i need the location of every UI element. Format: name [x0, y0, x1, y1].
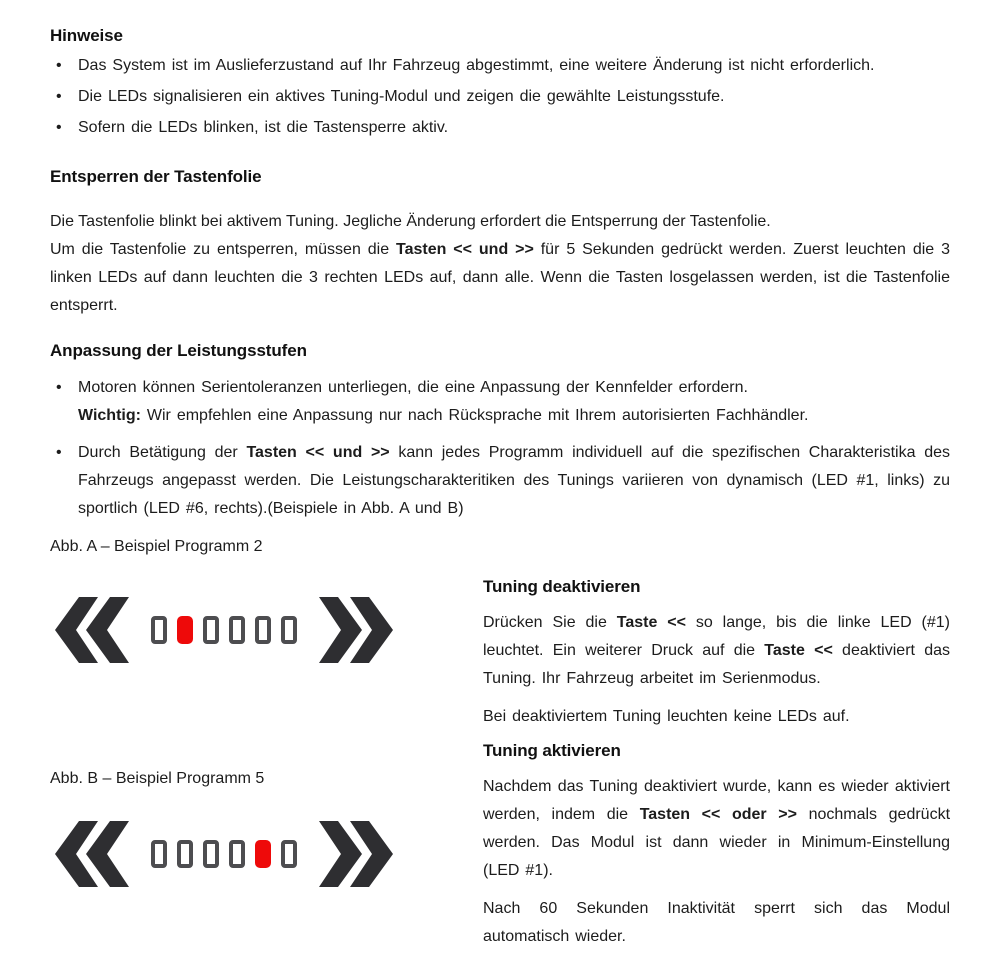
section-tuning-aktivieren — [483, 741, 950, 951]
section-anpassung — [50, 341, 950, 523]
section-title-deaktivieren: Tuning deaktivieren — [483, 577, 641, 596]
chevron-double-right-icon — [319, 821, 393, 887]
led-indicator-2-active — [177, 616, 193, 644]
section-tuning-deaktivieren — [483, 577, 950, 731]
anpassung-bullet-1 — [50, 374, 950, 430]
led-indicator-5-active — [255, 840, 271, 868]
bold-text-run: Taste << — [616, 614, 686, 631]
text-run: Motoren können Serientoleranzen unterliegen, die eine Anpassung der Kennfelder erfordern. — [78, 379, 748, 396]
text-run: Nachdem das Tuning deaktiviert wurde, kann es wieder aktiviert werden, indem die — [483, 778, 950, 823]
led-indicator-3 — [203, 840, 219, 868]
text-run: deaktiviert das Tuning. Ihr Fahrzeug arbeitet im Serienmodus. — [483, 642, 950, 687]
hinweise-bullet-list — [50, 53, 950, 141]
hinweise-bullet-3: • Sofern die LEDs blinken, ist die Tastensperre aktiv. — [50, 115, 950, 141]
section-title-hinweise: Hinweise — [50, 26, 123, 45]
instructions-column — [483, 537, 950, 961]
figure-a-led-display — [55, 597, 393, 663]
led-indicator-3 — [203, 616, 219, 644]
hinweise-bullet-2: • Die LEDs signalisieren ein aktives Tuning-Modul und zeigen die gewählte Leistungsstufe. — [50, 84, 950, 110]
led-indicator-4 — [229, 840, 245, 868]
chevron-double-left-icon — [55, 821, 129, 887]
led-indicator-4 — [229, 616, 245, 644]
text-run: Wir empfehlen eine Anpassung nur nach Rücksprache mit Ihrem autorisierten Fachhändler. — [140, 407, 809, 424]
anpassung-bullet-list — [50, 374, 950, 523]
led-indicator-6 — [281, 616, 297, 644]
led-indicator-1 — [151, 840, 167, 868]
led-indicator-2 — [177, 840, 193, 868]
text-run: Durch Betätigung der — [78, 444, 247, 461]
led-indicator-6 — [281, 840, 297, 868]
figure-b-caption: Abb. B – Beispiel Programm 5 — [50, 770, 265, 787]
text-run: nochmals gedrückt werden. Das Modul ist dann wieder in Minimum-Einstellung (LED #1). — [483, 806, 951, 879]
text-run: Um die Tastenfolie zu entsperren, müssen die — [50, 241, 397, 258]
section-hinweise — [50, 26, 950, 141]
figures-and-instructions — [50, 537, 950, 961]
figure-a-caption: Abb. A – Beispiel Programm 2 — [50, 538, 263, 555]
hinweise-bullet-1: • Das System ist im Auslieferzustand auf Ihr Fahrzeug abgestimmt, eine weitere Änderung ist nicht erforderlich. — [50, 53, 950, 79]
text-run: so lange, bis die linke LED (#1) leuchtet. Ein weiterer Druck auf die — [483, 614, 951, 659]
section-title-entsperren: Entsperren der Tastenfolie — [50, 167, 262, 186]
text-run: kann jedes Programm individuell auf die spezifischen Charakteristika des Fahrzeugs angepasst werden. Die Leistungscharakteritiken des Tunings variieren von dynamisch (LED #1, links) zu sportlich (LED #6, rechts).(Beispiele in Abb. A und B) — [78, 444, 951, 517]
chevron-double-left-icon — [55, 597, 129, 663]
section-entsperren — [50, 167, 950, 320]
led-indicator-5 — [255, 616, 271, 644]
figure-b-led-row — [151, 840, 297, 868]
anpassung-bullet-2 — [50, 439, 950, 523]
led-indicator-1 — [151, 616, 167, 644]
entsperren-line-2 — [50, 236, 950, 320]
chevron-double-right-icon — [319, 597, 393, 663]
text-run: für 5 Sekunden gedrückt werden. Zuerst leuchten die 3 linken LEDs auf dann leuchten die 3 rechten LEDs auf, dann alle. Wenn die Tasten losgelassen werden, ist die Tastenfolie entsperrt. — [50, 241, 951, 314]
bold-text-run: Taste << — [764, 642, 833, 659]
deaktivieren-paragraph-1 — [483, 609, 950, 693]
bold-text-run: Tasten << und >> — [246, 444, 390, 461]
deaktivieren-paragraph-2: Bei deaktiviertem Tuning leuchten keine LEDs auf. — [483, 708, 850, 725]
section-title-aktivieren: Tuning aktivieren — [483, 741, 621, 760]
figure-b-led-display — [55, 821, 393, 887]
aktivieren-paragraph-1 — [483, 773, 950, 885]
entsperren-paragraph — [50, 208, 950, 320]
text-run: Drücken Sie die — [483, 614, 617, 631]
figure-a-led-row — [151, 616, 297, 644]
aktivieren-paragraph-2: Nach 60 Sekunden Inaktivität sperrt sich das Modul automatisch wieder. — [483, 900, 950, 945]
figures-column — [50, 537, 483, 961]
bold-text-run: Tasten << und >> — [396, 241, 534, 258]
bold-text-run: Tasten << oder >> — [639, 806, 797, 823]
section-title-anpassung: Anpassung der Leistungsstufen — [50, 341, 307, 360]
entsperren-line-1: Die Tastenfolie blinkt bei aktivem Tuning. Jegliche Änderung erfordert die Entsperrung der Tastenfolie. — [50, 213, 771, 230]
bold-text-run: Wichtig: — [78, 407, 141, 424]
